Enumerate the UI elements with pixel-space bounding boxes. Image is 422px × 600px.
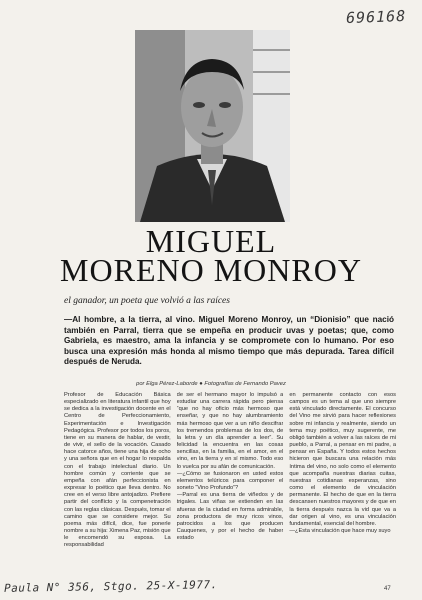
author-portrait-photo xyxy=(135,30,290,222)
body-column-2: de ser el hermano mayor lo impulsó a estudiar una carrera rápida pero piensa “que no hay oficio más hermoso que enseñar, y que no hay alumbramiento más hermoso que ver a un niño descifrar los tremendos problemas de los dos, de la letra y un día aprender a leer”. Su felicidad la encuentra en las cosas sencillas, en la familia, en el amor, en el vino, en la tierra y en sí mismo. Todo eso lo vuelca por su afán de comunicación. —¿Cómo se fusionaron en usted estos elementos telúricos para componer el soneto “Vino Profundo”? —Parral es una tierra de viñedos y de trigales. Las viñas se extienden en las afueras de la ciudad en forma admirable, zona productora de muy ricos vinos, patrocidos a los que producen Cauquenes, y por el hecho de haber estado xyxy=(176,392,284,542)
page-number: 47 xyxy=(384,586,391,592)
body-column-3: en permanente contacto con esos campos es un tema al que uno siempre está vinculado directamente. El concurso del Vino me sirvió para hacer reflexiones sobre mi infancia y realmente, siendo un tema muy poético, muy sugerente, me obligó también a volver a las raíces de mi pueblo, a Parral, a pensar en mi padre, a pensar en España. Y todos estos hechos hicieron que buscara una relación más íntima del vino, no solo como el elemento que acompaña nuestras diarias cuitas, nuestras cotidianas esperanzas, sino como el elemento de vinculación permanente. El hecho de que en la tierra descansen nuestros mayores y de que en la tierra después nazca la vid que va a dar origen al vino, es una vinculación fundamental, esencial del hombre. —¿Esta vinculación que hace muy suyo xyxy=(289,392,397,534)
byline: por Elga Pérez-Laborde ● Fotografías de Fernando Pavez xyxy=(136,381,286,387)
portrait-illustration xyxy=(135,30,290,222)
headline-last-name: MORENO MONROY xyxy=(60,252,362,288)
lead-paragraph: —Al hombre, a la tierra, al vino. Miguel Moreno Monroy, un “Dionisio” que nació también en Parral, tierra que se empeña en producir uvas y poetas; que, como Gabriela, es maestro, ama la infancia y se compromete con lo humano. Por eso busca una expresión más honda al mismo tiempo que más depurada. Tarea difícil después de Neruda. xyxy=(64,315,394,367)
archive-code: 696168 xyxy=(345,6,407,28)
subtitle: el ganador, un poeta que volvió a las raíces xyxy=(64,296,230,306)
body-columns xyxy=(64,392,396,575)
body-column-1: Profesor de Educación Básica especializado en literatura infantil que hoy se dedica a la investigación docente en el Centro de Perfeccionamiento, Experimentación e Investigación Pedagógica. Profesor por todos los poros, tiene en su manera de hablar, de vestir, de vivir, el sello de la vocación. Casado hace catorce años, tiene una hija de ocho y una señora que en el hogar lo respalda con el trabajo intelectual diario. Un hombre común y corriente que se empeña con afán perfeccionista en expresar lo poético que lleva dentro. No cree en el verso libre antojadizo. Prefiere partir del conflicto y la compenetración con las reglas clásicas. Después, tomar el camino que se considere mejor. Su poema más difícil, dice, fue ponerle nombre a su hija: Ximena Paz, misión que le encomendó su esposa. La responsabilidad xyxy=(64,392,171,549)
handwritten-citation: Paula N° 356, Stgo. 25-X-1977. xyxy=(3,578,218,595)
headline-first-name: MIGUEL xyxy=(145,223,277,259)
